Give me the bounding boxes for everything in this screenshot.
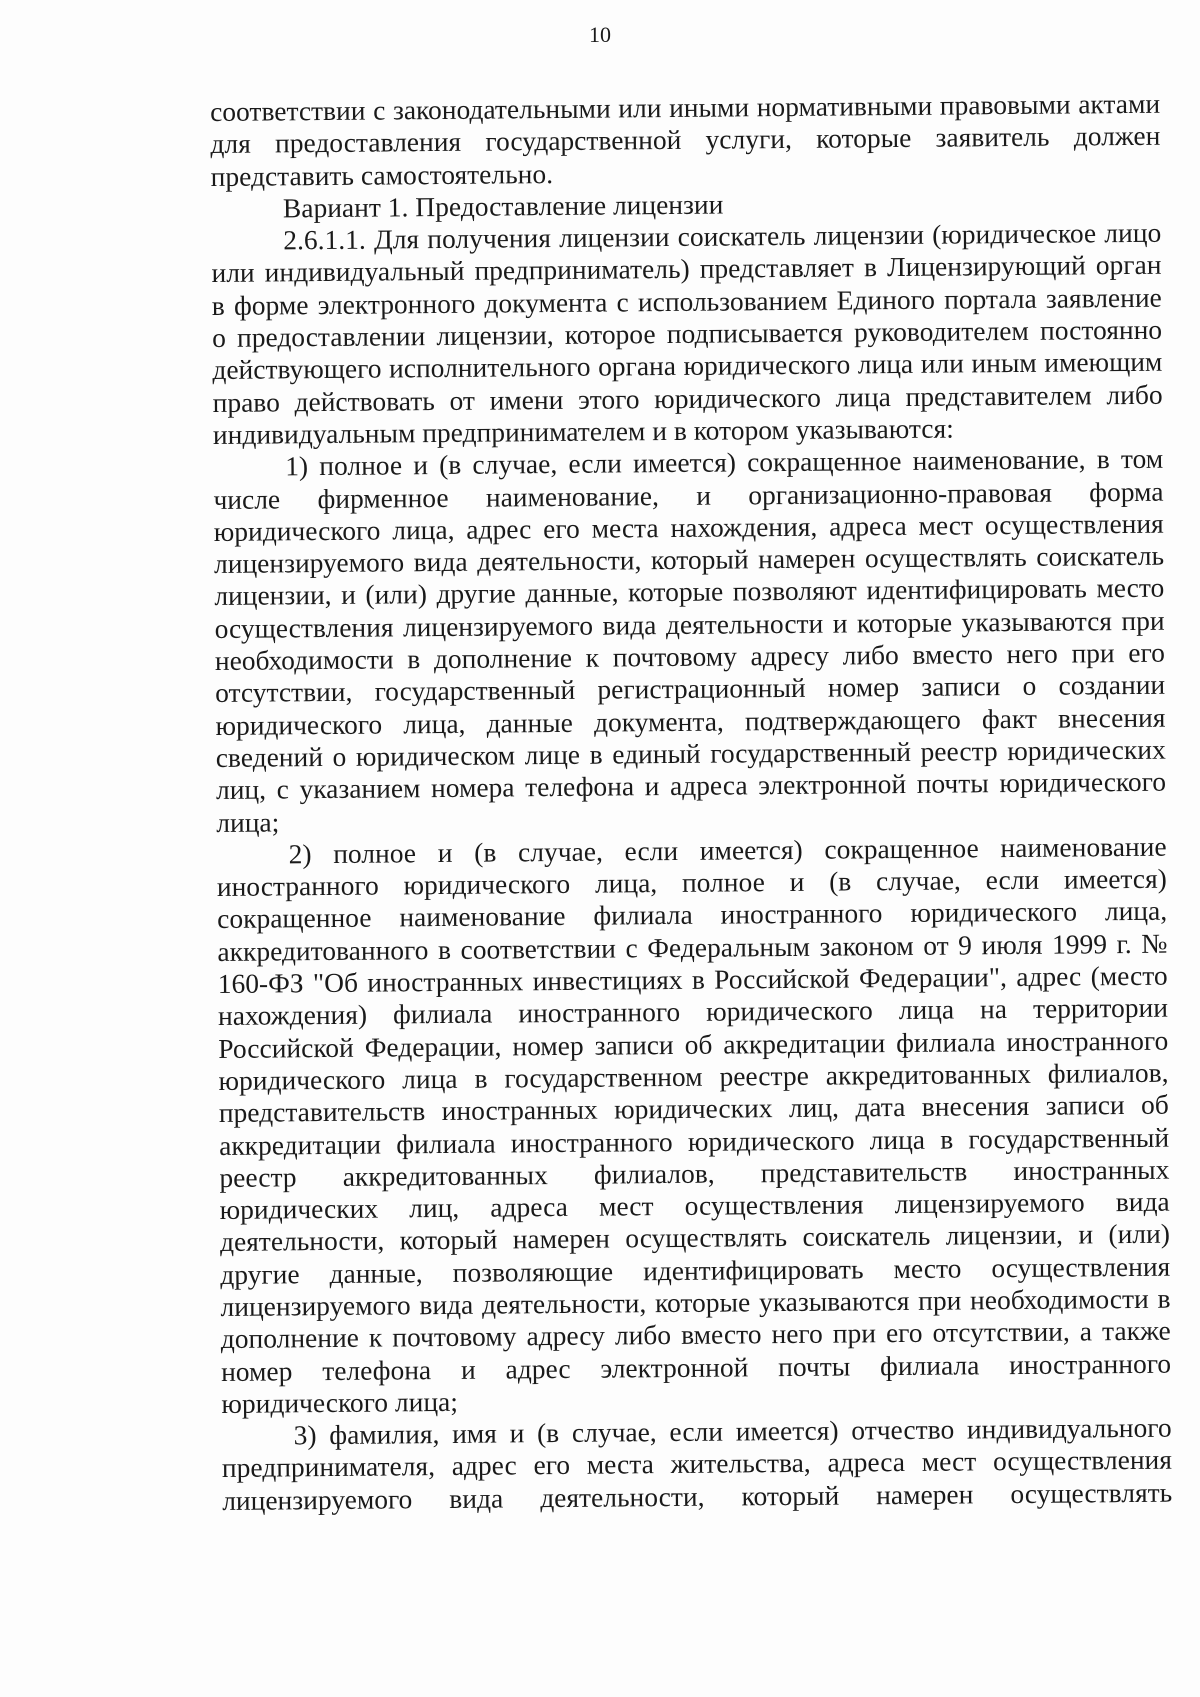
paragraph-2-6-1-1: 2.6.1.1. Для получения лицензии соискатель лицензии (юридическое лицо или индивидуальный предприниматель) представляет в Лицензирующий орган в форме электронного документа с использованием Единого портала заявление о предоставлении лицензии, которое подписывается руководителем постоянно действующего исполнительного органа юридического лица или иным имеющим право действовать от имени этого юридического лица представителем либо индивидуальным предпринимателем и в котором указываются: (211, 217, 1163, 450)
variant-heading: Вариант 1. Предоставление лицензии (282, 189, 724, 224)
paragraph-continuation: соответствии с законодательными или иными нормативными правовыми актами для предоставления государственной услуги, которые заявитель должен представить самостоятельно. (210, 88, 1161, 192)
document-body (210, 88, 1172, 1517)
page-number: 10 (589, 22, 611, 47)
list-item-3: 3) фамилия, имя и (в случае, если имеется) отчество индивидуального предпринимателя, адрес его места жительства, адреса мест осуществления лицензируемого вида деятельности, который намерен осуществлять (221, 1412, 1173, 1516)
list-item-1: 1) полное и (в случае, если имеется) сокращенное наименование, в том числе фирменное наименование, и организационно-правовая форма юридического лица, адрес его места нахождения, адреса мест осуществления лицензируемого вида деятельности, который намерен осуществлять соискатель лицензии, и (или) другие данные, которые позволяют идентифицировать место осуществления лицензируемого вида деятельности и которые указываются при необходимости в дополнение к почтовому адресу либо вместо него при его отсутствии, государственный регистрационный номер записи о создании юридического лица, данные документа, подтверждающего факт внесения сведений о юридическом лице в единый государственный реестр юридических лиц, с указанием номера телефона и адреса электронной почты юридического лица; (213, 443, 1167, 838)
list-item-2: 2) полное и (в случае, если имеется) сокращенное наименование иностранного юридического лица, полное и (в случае, если имеется) сокращенное наименование филиала иностранного юридического лица, аккредитованного в соответствии с Федеральным законом от 9 июля 1999 г. № 160-ФЗ "Об иностранных инвестициях в Российской Федерации", адрес (место нахождения) филиала иностранного юридического лица на территории Российской Федерации, номер записи об аккредитации филиала иностранного юридического лица в государственном реестре аккредитованных филиалов, представительств иностранных юридических лиц, дата внесения записи об аккредитации филиала иностранного юридического лица в государственный реестр аккредитованных филиалов, представительств иностранных юридических лиц, адреса мест осуществления лицензируемого вида деятельности, который намерен осуществлять соискатель лицензии, и (или) другие данные, позволяющие идентифицировать место осуществления лицензируемого вида деятельности, которые указываются при необходимости в дополнение к почтовому адресу либо вместо него при его отсутствии, а также номер телефона и адрес электронной почты филиала иностранного юридического лица; (216, 831, 1172, 1419)
